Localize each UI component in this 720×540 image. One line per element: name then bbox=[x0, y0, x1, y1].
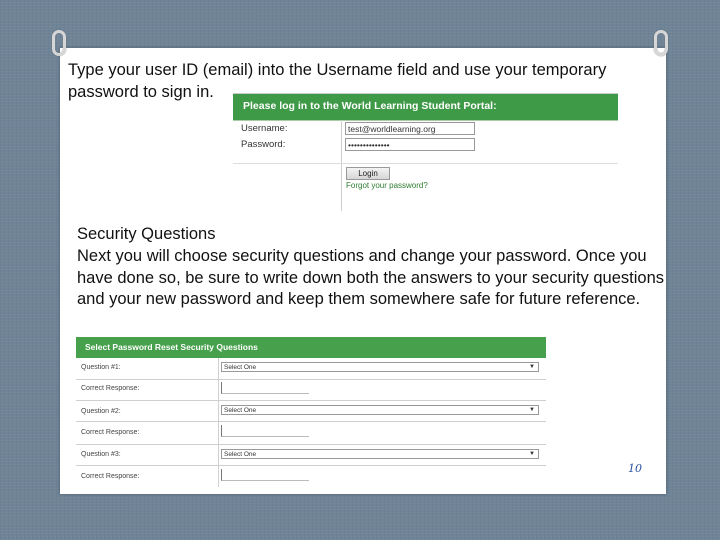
row-divider bbox=[76, 400, 546, 401]
password-field[interactable]: •••••••••••••• bbox=[345, 138, 475, 151]
question-1-label: Question #1: bbox=[81, 364, 121, 371]
binder-ring-right-icon bbox=[654, 30, 668, 56]
forgot-password-link[interactable]: Forgot your password? bbox=[346, 181, 428, 190]
answer-1-label: Correct Response: bbox=[81, 385, 140, 392]
page-number: 10 bbox=[628, 462, 642, 475]
login-header-divider bbox=[233, 120, 618, 121]
username-label: Username: bbox=[241, 123, 288, 134]
row-divider bbox=[76, 465, 546, 466]
question-1-select[interactable] bbox=[221, 362, 539, 372]
login-row-divider bbox=[233, 163, 618, 164]
row-divider bbox=[76, 421, 546, 422]
chevron-down-icon: ▼ bbox=[529, 407, 535, 413]
question-3-select[interactable] bbox=[221, 449, 539, 459]
login-header: Please log in to the World Learning Student Portal: bbox=[233, 94, 618, 120]
question-1-select-value: Select One bbox=[224, 364, 257, 371]
security-column-divider bbox=[218, 358, 219, 487]
row-divider bbox=[76, 444, 546, 445]
security-questions-screenshot bbox=[76, 337, 546, 487]
question-2-select[interactable] bbox=[221, 405, 539, 415]
question-2-select-value: Select One bbox=[224, 407, 257, 414]
question-3-select-value: Select One bbox=[224, 451, 257, 458]
answer-2-input[interactable] bbox=[221, 425, 309, 437]
answer-2-label: Correct Response: bbox=[81, 429, 140, 436]
question-2-label: Question #2: bbox=[81, 408, 121, 415]
chevron-down-icon: ▼ bbox=[529, 364, 535, 370]
login-column-divider bbox=[341, 120, 342, 211]
login-button[interactable]: Login bbox=[346, 167, 390, 180]
password-label: Password: bbox=[241, 139, 286, 150]
username-field[interactable]: test@worldlearning.org bbox=[345, 122, 475, 135]
binder-ring-left-icon bbox=[52, 30, 66, 56]
security-title: Security Questions bbox=[77, 225, 216, 243]
answer-1-input[interactable] bbox=[221, 382, 309, 394]
row-divider bbox=[76, 379, 546, 380]
chevron-down-icon: ▼ bbox=[529, 451, 535, 457]
security-panel-header: Select Password Reset Security Questions bbox=[76, 337, 546, 358]
question-3-label: Question #3: bbox=[81, 451, 121, 458]
security-body-text: Next you will choose security questions and change your password. Once you have done so, be sure to write down both the answers to your security questions and your new password and keep them somewhere safe for future reference. bbox=[77, 247, 664, 308]
answer-3-label: Correct Response: bbox=[81, 473, 140, 480]
login-screenshot bbox=[233, 93, 618, 211]
intro-text: Type your user ID (email) into the Username field and use your temporary password to sign in. bbox=[68, 61, 607, 101]
answer-3-input[interactable] bbox=[221, 469, 309, 481]
